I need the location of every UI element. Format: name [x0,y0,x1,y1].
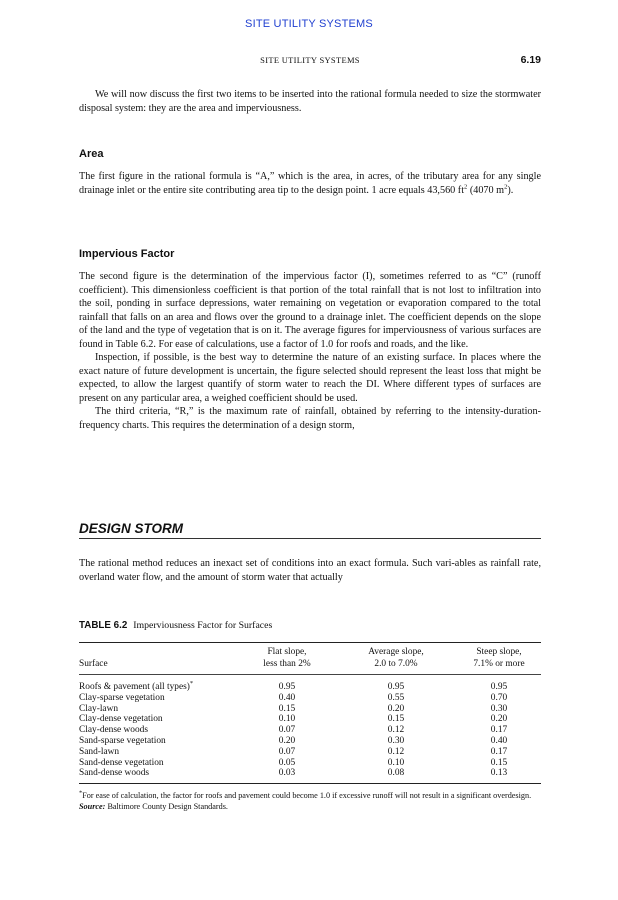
table-header-row [79,643,541,675]
table-row: Sand-dense woods 0.03 0.08 0.13 [79,768,508,779]
impervious-paragraph-2: Inspection, if possible, is the best way to determine the nature of an existing surface. In places where the exact nature of future development is uncertain, the figure selected should represent the least loss that might be expected, to allow the largest quantify of storm water to reach the DI. Where different types of surfaces are present on any particular area, a weighed coefficient should be used. [79,352,541,404]
page-number: 6.19 [520,54,541,66]
impervious-heading: Impervious Factor [79,248,175,260]
table-row: Clay-dense woods 0.07 0.12 0.17 [79,725,508,736]
area-paragraph: The first figure in the rational formula is “A,” which is the area, in acres, of the tributary area for any single drainage inlet or the entire site contributing area tip to the design point. 1 acre equals 43,560 $ft^2$ (4070 $m^2$). [79,171,541,196]
header-steep-slope: Steep slope, 7.1% or more [473,647,525,669]
intro-paragraph: We will now discuss the first two items to be inserted into the rational formula needed to size the stormwater disposal system: they are the area and imperviousness. [79,89,541,114]
table-6-2 [79,620,541,812]
impervious-paragraph-3: The third criteria, “R,” is the maximum rate of rainfall, obtained by referring to the intensity-duration-frequency charts. This requires the determination of a design storm, [79,406,541,431]
header-average-slope: Average slope, 2.0 to 7.0% [368,647,424,669]
page-header [79,55,541,69]
design-storm-paragraph: The rational method reduces an inexact set of conditions into an exact formula. Such vari-ables as rainfall rate, overland water flow, and the amount of storm water that actually [79,558,541,583]
imperviousness-table [79,642,541,784]
table-row: Sand-lawn 0.07 0.12 0.17 [79,746,508,757]
design-storm-heading: DESIGN STORM [79,521,541,539]
table-row: Roofs & pavement (all types)* 0.95 0.95 0.95 [79,679,508,692]
table-label: TABLE 6.2 [79,620,128,631]
table-row: Clay-sparse vegetation 0.40 0.55 0.70 [79,692,508,703]
area-heading: Area [79,148,104,160]
area-section [79,148,541,197]
table-row: Clay-lawn 0.15 0.20 0.30 [79,703,508,714]
header-surface: Surface [79,658,108,669]
table-source: Source: Baltimore County Design Standards. [79,802,228,812]
impervious-section [79,248,541,432]
table-row: Clay-dense vegetation 0.10 0.15 0.20 [79,714,508,725]
design-storm-section [79,521,541,584]
table-caption [79,620,541,631]
table-row: Sand-dense vegetation 0.05 0.10 0.15 [79,757,508,768]
running-head: SITE UTILITY SYSTEMS [245,18,373,30]
table-footnote: *For ease of calculation, the factor for roofs and pavement could become 1.0 if excessive runoff will not result in a significant overdesign. [79,789,532,801]
table-title: Imperviousness Factor for Surfaces [133,620,273,631]
header-flat-slope: Flat slope, less than 2% [263,647,311,669]
table-row: Sand-sparse vegetation 0.20 0.30 0.40 [79,735,508,746]
intro-section [79,88,541,115]
impervious-paragraph-1: The second figure is the determination of the impervious factor (I), sometimes referred to as “C” (runoff coefficient). This dimensionless coefficient is that portion of the total rainfall that is not lost to infiltration into the soil, ponding in surface depressions, water remaining on vegetation or evaporation compared to the total rainfall that falls on an area and flows over the ground to a drainage inlet. The coefficient depends on the slope of the land and the type of vegetation that is on it. The average figures for imperviousness of various surfaces are found in Table 6.2. For ease of calculations, use a factor of 1.0 for roofs and roads, and the like. [79,271,541,350]
header-title: SITE UTILITY SYSTEMS [260,55,360,65]
